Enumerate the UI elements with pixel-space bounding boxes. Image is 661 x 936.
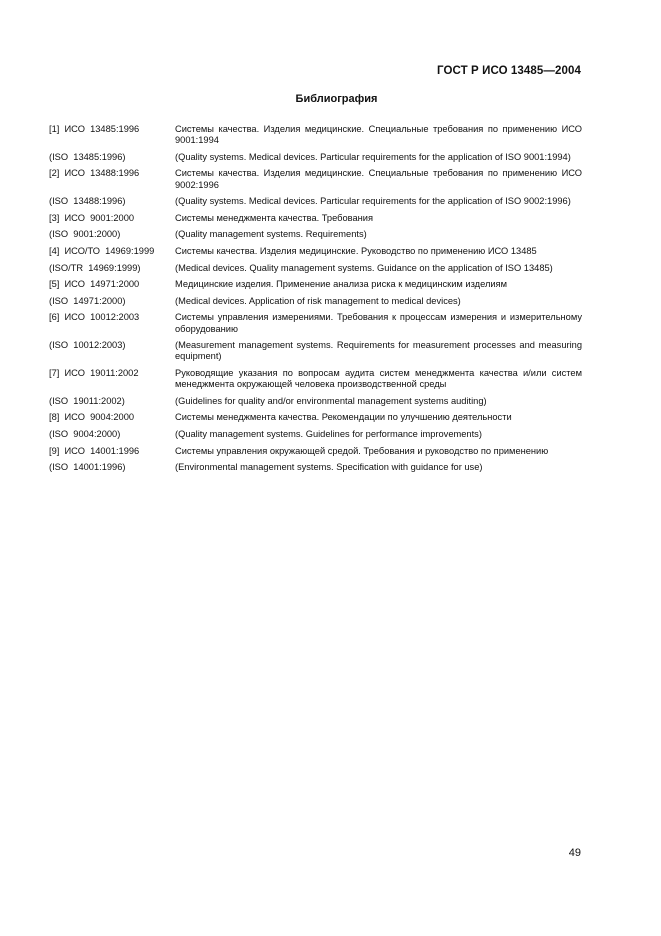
entry-reference: (ISO/TR 14969:1999) [49,262,141,273]
entry-description: Системы управления измерениями. Требования к процессам измерения и измерительному оборудованию [175,312,582,334]
entry-reference: [7] ИСО 19011:2002 [49,367,139,378]
entry-reference: (ISO 14001:1996) [49,462,126,473]
entry-description: (Quality systems. Medical devices. Particular requirements for the application of ISO 9002:1996) [175,196,571,207]
entry-reference: (ISO 19011:2002) [49,395,125,406]
bibliography-entry [49,279,582,290]
entry-description: (Quality systems. Medical devices. Particular requirements for the application of ISO 9001:1994) [175,151,571,162]
bibliography-entry [49,340,582,362]
entry-description: Системы качества. Изделия медицинские. Руководство по применению ИСО 13485 [175,245,537,256]
bibliography-entry [49,124,582,146]
bibliography-entry [49,396,582,407]
entry-description: (Quality management systems. Guidelines for performance improvements) [175,428,482,439]
entry-reference: [1] ИСО 13485:1996 [49,124,140,134]
entry-description: (Medical devices. Quality management systems. Guidance on the application of ISO 13485) [175,262,553,273]
entry-reference: [8] ИСО 9004:2000 [49,412,135,423]
bibliography-entry [49,263,582,274]
entry-description: Системы управления окружающей средой. Требования и руководство по применению [175,445,549,456]
entry-reference: (ISO 14971:2000) [49,295,126,306]
entry-reference: [2] ИСО 13488:1996 [49,168,140,179]
entry-reference: [6] ИСО 10012:2003 [49,312,140,323]
entry-description: Системы менеджмента качества. Рекомендации по улучшению деятельности [175,412,512,423]
entry-reference: [3] ИСО 9001:2000 [49,212,135,223]
entry-description: (Measurement management systems. Requirements for measurement processes and measuring equipment) [175,340,582,362]
entry-description: (Quality management systems. Requirements) [175,229,367,240]
entry-reference: [4] ИСО/ТО 14969:1999 [49,245,155,256]
entry-description: (Medical devices. Application of risk management to medical devices) [175,295,461,306]
entry-reference: [9] ИСО 14001:1996 [49,445,140,456]
entry-reference: (ISO 10012:2003) [49,340,126,351]
bibliography-entry [49,462,582,473]
bibliography-entry [49,168,582,190]
bibliography-list [49,124,582,479]
bibliography-entry [49,246,582,257]
entry-reference: (ISO 13485:1996) [49,151,126,162]
entry-description: Системы качества. Изделия медицинские. Специальные требования по применению ИСО 9002:1996 [175,168,582,190]
bibliography-entry [49,296,582,307]
entry-description: Системы качества. Изделия медицинские. Специальные требования по применению ИСО 9001:1994 [175,124,582,146]
document-code-header: ГОСТ Р ИСО 13485—2004 [436,65,581,77]
entry-reference: (ISO 9004:2000) [49,428,121,439]
bibliography-entry [49,213,582,224]
entry-description: (Environmental management systems. Specification with guidance for use) [175,462,483,473]
entry-description: Системы менеджмента качества. Требования [175,212,374,223]
bibliography-entry [49,446,582,457]
entry-reference: (ISO 9001:2000) [49,229,121,240]
bibliography-entry [49,312,582,334]
page-number: 49 [568,847,581,859]
bibliography-entry [49,368,582,390]
bibliography-entry [49,412,582,423]
bibliography-entry [49,229,582,240]
entry-reference: (ISO 13488:1996) [49,196,126,207]
section-title: Библиография [295,93,378,105]
bibliography-entry [49,152,582,163]
entry-reference: [5] ИСО 14971:2000 [49,279,140,290]
bibliography-entry [49,196,582,207]
entry-description: Медицинские изделия. Применение анализа риска к медицинским изделиям [175,279,507,290]
entry-description: (Guidelines for quality and/or environmental management systems auditing) [175,395,487,406]
bibliography-entry [49,429,582,440]
entry-description: Руководящие указания по вопросам аудита систем менеджмента качества и/или систем менеджмента окружающей человека производственной среды [175,367,582,390]
